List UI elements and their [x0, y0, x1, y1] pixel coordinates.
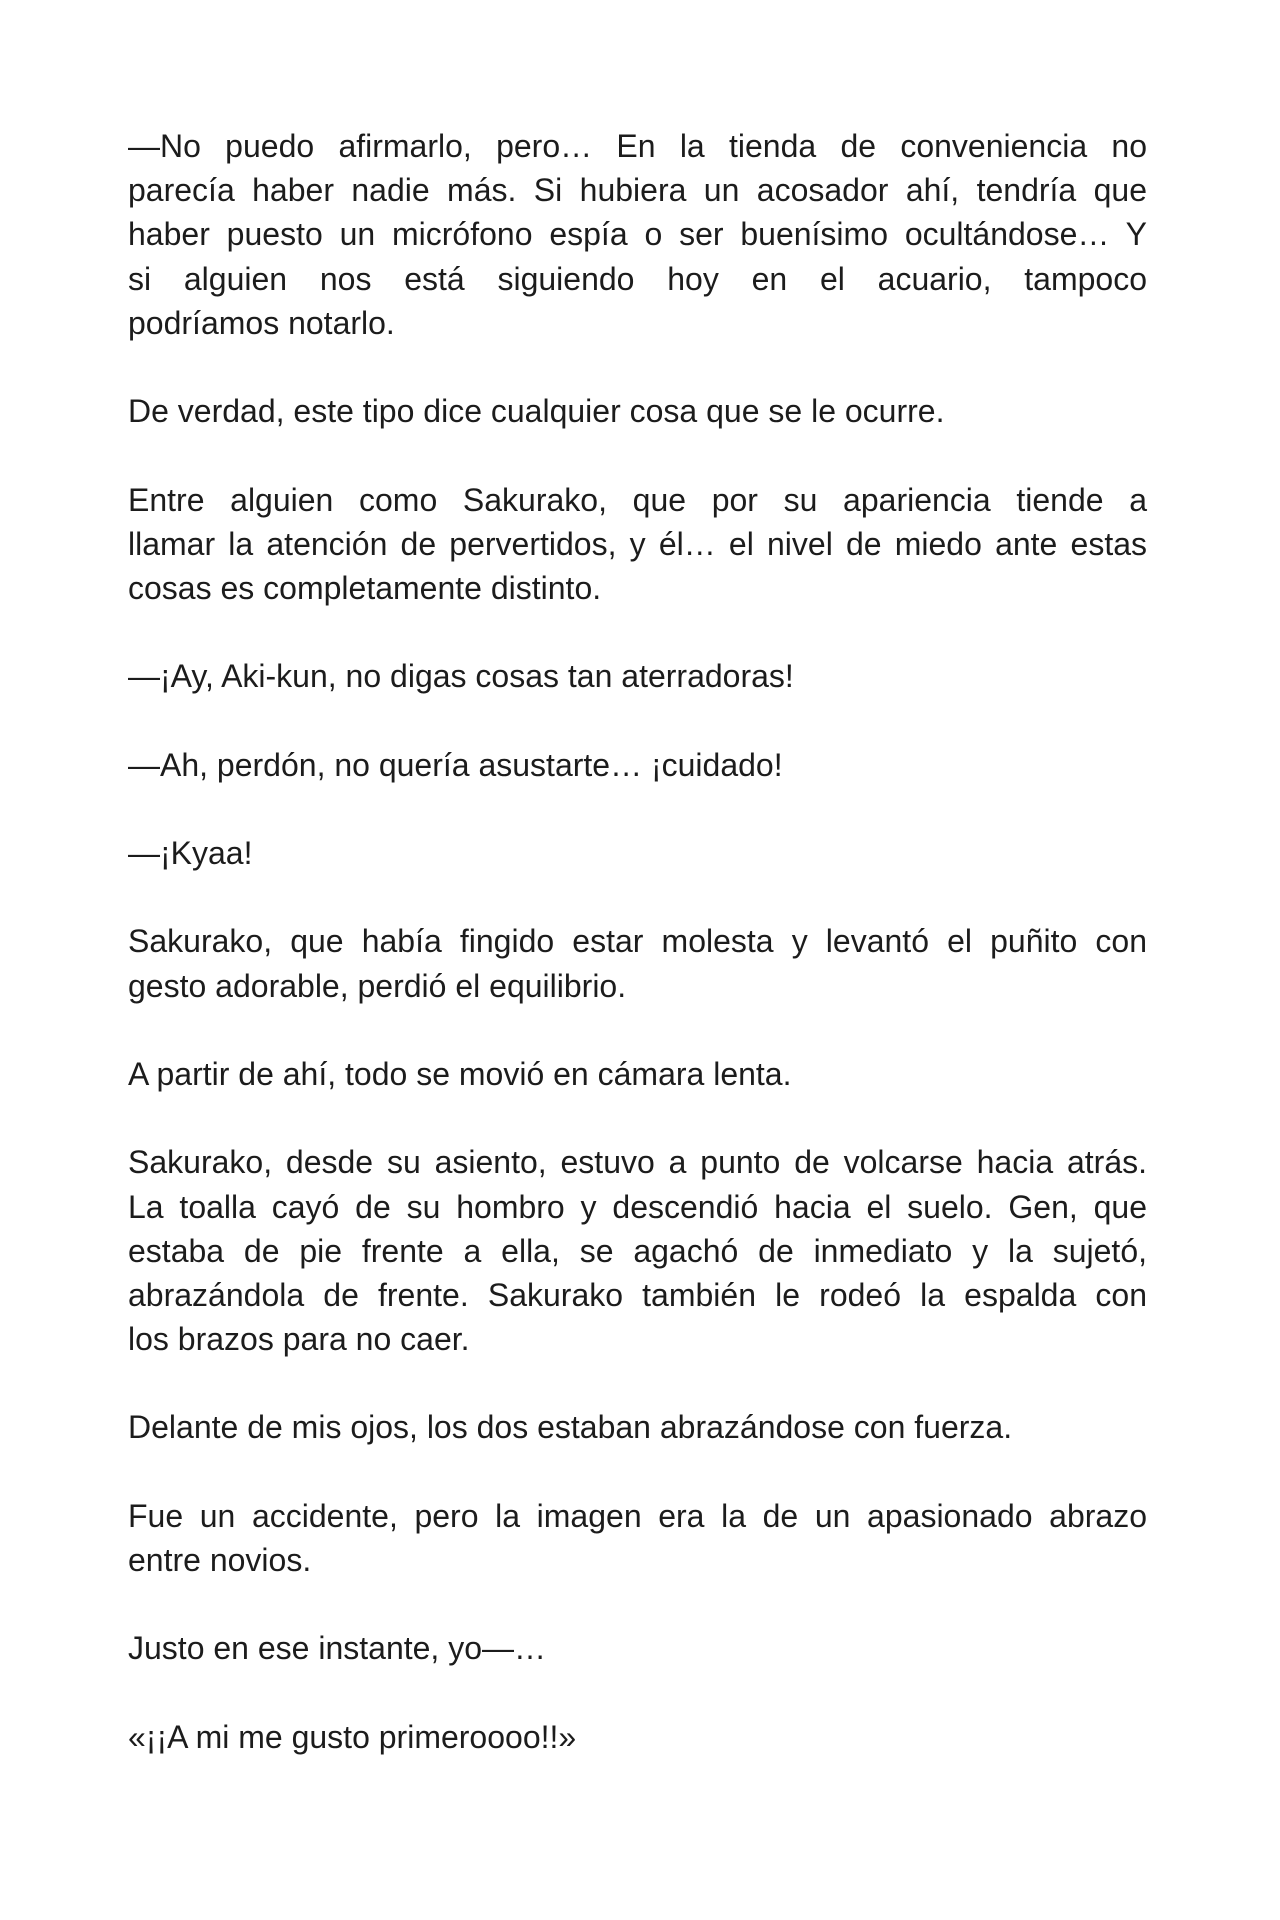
text-line: Delante de mis ojos, los dos estaban abrazándose con fuerza. [128, 1409, 1013, 1446]
text-line: entre novios. [128, 1542, 312, 1578]
text-line: si alguien nos está siguiendo hoy en el acuario, tampoco [128, 260, 1147, 297]
paragraph [128, 1052, 1147, 1096]
text-line: De verdad, este tipo dice cualquier cosa que se le ocurre. [128, 393, 945, 430]
paragraph [128, 478, 1147, 611]
paragraph [128, 1405, 1147, 1449]
text-line: Sakurako, que había fingido estar molesta y levantó el puñito con [128, 923, 1147, 960]
paragraph [128, 654, 1147, 698]
text-line: llamar la atención de pervertidos, y él… el nivel de miedo ante estas [128, 525, 1147, 562]
text-line: —¡Kyaa! [128, 835, 253, 871]
text-line: A partir de ahí, todo se movió en cámara lenta. [128, 1055, 792, 1092]
paragraph [128, 919, 1147, 1007]
text-line: los brazos para no caer. [128, 1321, 470, 1358]
text-line: abrazándola de frente. Sakurako también le rodeó la espalda con [128, 1276, 1147, 1313]
text-line: La toalla cayó de su hombro y descendió hacia el suelo. Gen, que [128, 1188, 1147, 1225]
text-line: Entre alguien como Sakurako, que por su apariencia tiende a [128, 481, 1147, 518]
paragraph [128, 1715, 1147, 1759]
paragraph [128, 831, 1147, 875]
text-line: —No puedo afirmarlo, pero… En la tienda de conveniencia no [128, 128, 1147, 164]
paragraph [128, 1140, 1147, 1361]
text-line: Sakurako, desde su asiento, estuvo a punto de volcarse hacia atrás. [128, 1144, 1147, 1181]
text-line: estaba de pie frente a ella, se agachó de inmediato y la sujetó, [128, 1232, 1147, 1269]
text-line: haber puesto un micrófono espía o ser buenísimo ocultándose… Y [128, 216, 1147, 253]
text-line: Fue un accidente, pero la imagen era la de un apasionado abrazo [128, 1497, 1147, 1534]
paragraph [128, 389, 1147, 433]
text-line: —¡Ay, Aki-kun, no digas cosas tan aterradoras! [128, 658, 794, 695]
text-line: parecía haber nadie más. Si hubiera un acosador ahí, tendría que [128, 172, 1147, 209]
paragraph [128, 743, 1147, 787]
text-line: gesto adorable, perdió el equilibrio. [128, 967, 627, 1004]
text-line: —Ah, perdón, no quería asustarte… ¡cuidado! [128, 746, 783, 783]
paragraph [128, 1494, 1147, 1582]
paragraph [128, 1626, 1147, 1670]
text-line: Justo en ese instante, yo—… [128, 1630, 546, 1667]
document-page [128, 124, 1147, 1803]
text-line: cosas es completamente distinto. [128, 569, 602, 606]
text-line: «¡¡A mi me gusto primeroooo!!» [128, 1718, 577, 1755]
paragraph [128, 124, 1147, 345]
text-line: podríamos notarlo. [128, 304, 395, 341]
